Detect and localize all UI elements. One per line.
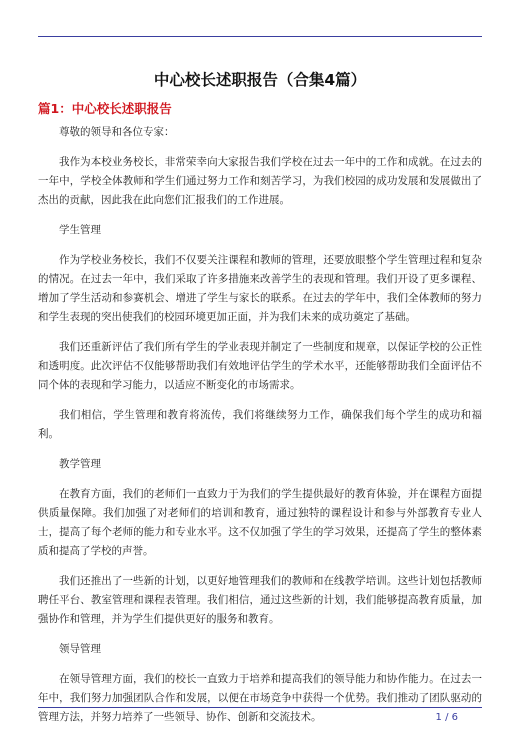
section-heading: 篇1：中心校长述职报告	[38, 101, 172, 116]
footer-rule	[38, 707, 482, 708]
paragraph: 在领导管理方面，我们的校长一直致力于培养和提高我们的领导能力和协作能力。在过去一年中，我们努力加强团队合作和发展，以便在市场竞争中获得一个优势。我们推动了团队驱动的管理方法，并努力培养了一些领导、协作、创新和交流技术。	[38, 673, 482, 723]
paragraph: 我们还推出了一些新的计划，以更好地管理我们的教师和在线教学培训。这些计划包括教师聘任平台、教室管理和课程表管理。我们相信，通过这些新的计划，我们能够提高教育质量，加强协作和管理，并为学生们提供更好的服务和教育。	[38, 575, 482, 625]
document-body	[38, 123, 482, 727]
paragraph: 作为学校业务校长，我们不仅要关注课程和教师的管理，还要放眼整个学生管理过程和复杂的情况。在过去一年中，我们采取了许多措施来改善学生的表现和管理。我们开设了更多课程、增加了学生活动和参赛机会、增进了学生与家长的联系。在过去的学年中，我们全体教师的努力和学生表现的突出使我们的校园环境更加正面，并为我们未来的成功奠定了基础。	[38, 254, 482, 323]
intro-paragraph: 我作为本校业务校长，非常荣幸向大家报告我们学校在过去一年中的工作和成就。在过去的一年中，学校全体教师和学生们通过努力工作和刻苦学习，为我们校园的成功发展和发展做出了杰出的贡献，因此我在此向您们汇报我们的工作进展。	[38, 156, 482, 206]
greeting: 尊敬的领导和各位专家：	[59, 126, 175, 138]
subheading-student-management: 学生管理	[59, 224, 101, 236]
header-rule	[38, 36, 482, 37]
subheading-leadership-management: 领导管理	[59, 643, 101, 655]
paragraph: 我们还重新评估了我们所有学生的学业表现并制定了一些制度和规章，以保证学校的公正性和透明度。此次评估不仅能够帮助我们有效地评估学生的学术水平，还能够帮助我们全面评估不同个体的表现和学习能力，以适应不断变化的市场需求。	[38, 341, 482, 391]
paragraph: 我们相信，学生管理和教育将流传，我们将继续努力工作，确保我们每个学生的成功和福利。	[38, 409, 482, 440]
paragraph: 在教育方面，我们的老师们一直致力于为我们的学生提供最好的教育体验，并在课程方面提供质量保障。我们加强了对老师们的培训和教育，通过独特的课程设计和参与外部教育专业人士，提高了每个老师的能力和专业水平。这不仅加强了学生的学习效果，还提高了学生的整体素质和提高了学校的声誉。	[38, 488, 482, 557]
page-number: 1 / 6	[435, 712, 458, 723]
subheading-teaching-management: 教学管理	[59, 458, 101, 470]
document-title: 中心校长述职报告（合集4篇）	[153, 71, 367, 89]
